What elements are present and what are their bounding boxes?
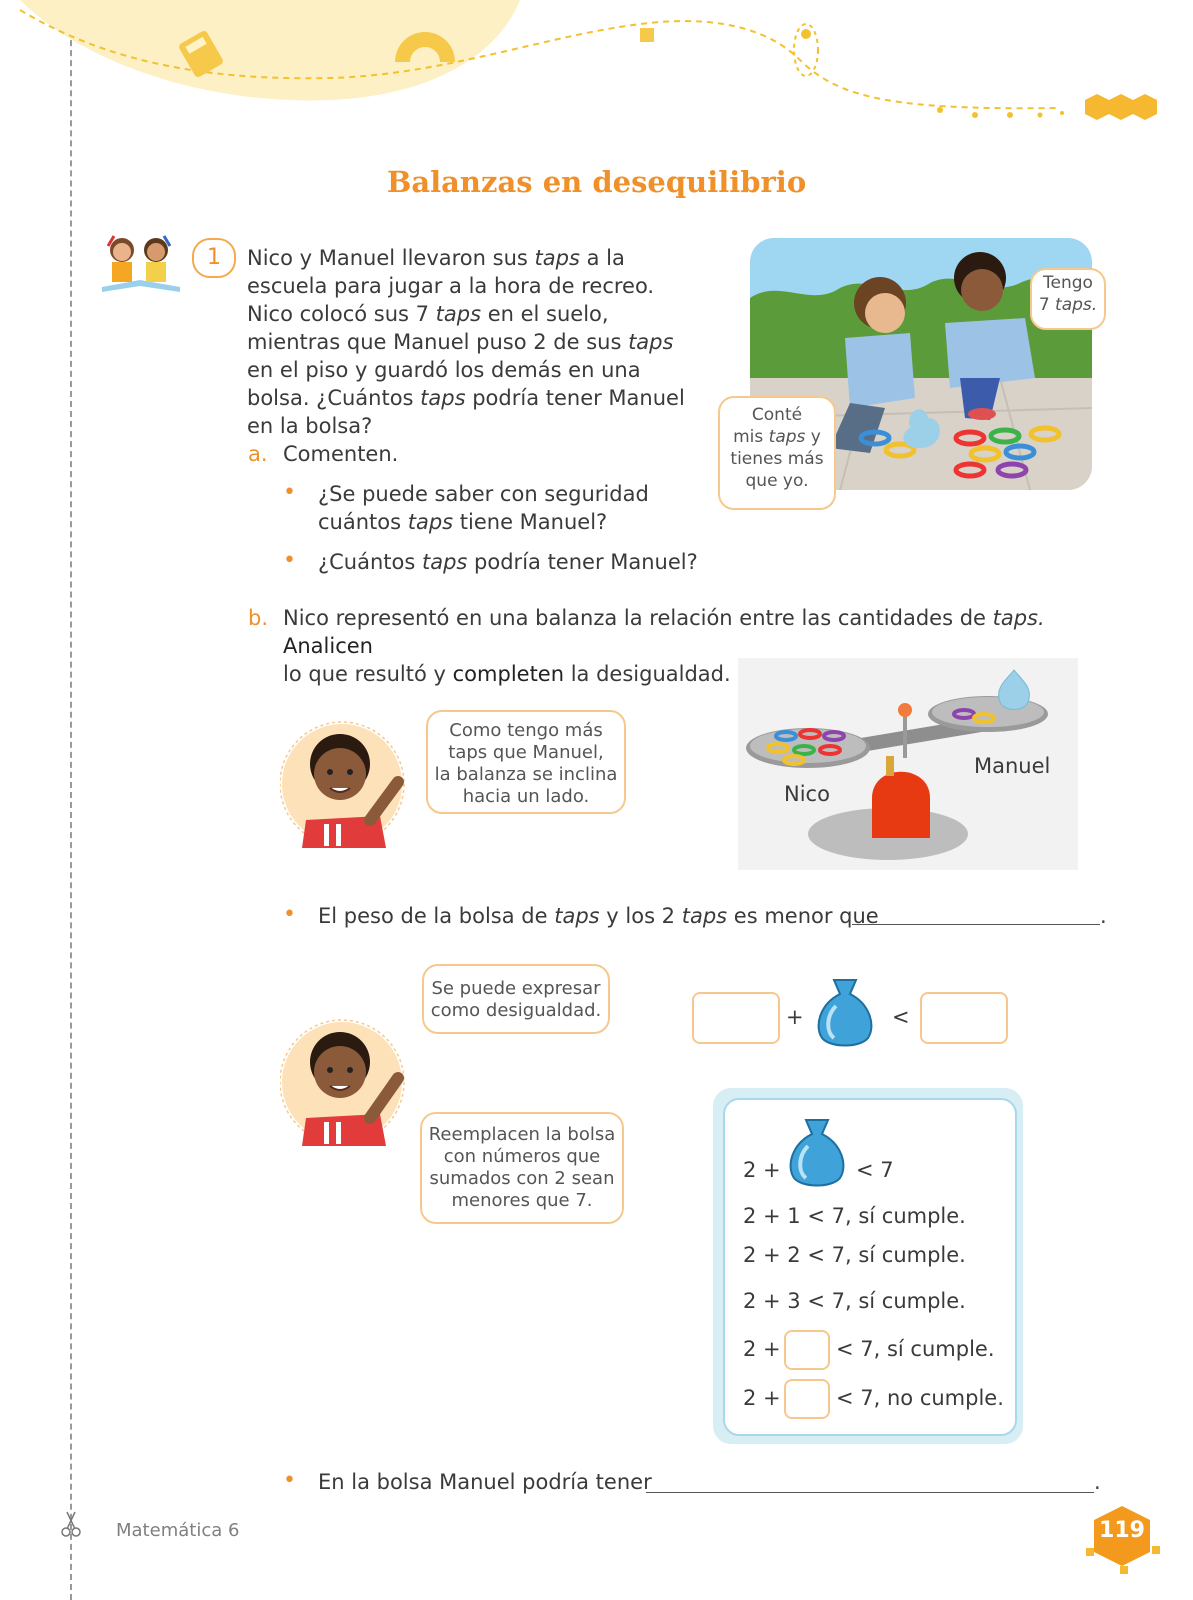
cut-line (70, 0, 72, 1600)
scale-label-manuel: Manuel (974, 754, 1051, 778)
boy-pointing-illustration-2 (280, 1018, 420, 1148)
group-work-icon (100, 232, 182, 294)
bullet-icon: • (283, 480, 296, 505)
statement-weight: El peso de la bolsa de taps y los 2 taps es menor que (318, 904, 879, 928)
cube-icon (640, 28, 654, 42)
equation-row-2: 2 + 2 < 7, sí cumple. (743, 1243, 966, 1267)
equation-row-5-suffix: < 7, no cumple. (836, 1386, 1004, 1410)
page-title: Balanzas en desequilibrio (386, 165, 807, 199)
answer-blank-bag[interactable] (646, 1490, 1094, 1493)
boy-pointing-illustration (280, 720, 420, 850)
equation-row-4-prefix: 2 + (743, 1337, 781, 1361)
part-a-question-2: ¿Cuántos taps podría tener Manuel? (318, 550, 698, 574)
equation-row-3: 2 + 3 < 7, sí cumple. (743, 1289, 966, 1313)
cubes-icon (1085, 94, 1157, 120)
bullet-icon: • (283, 1468, 296, 1493)
part-b-letter: b. (248, 606, 269, 630)
header-decoration (0, 0, 1193, 130)
speech-bubble-conte: Conté mis taps y tienes más que yo. (718, 396, 836, 510)
statement-bag: En la bolsa Manuel podría tener (318, 1470, 652, 1494)
period: . (1100, 904, 1107, 928)
scale-label-nico: Nico (784, 782, 830, 806)
less-than-sign: < (892, 1005, 910, 1029)
speech-bubble-inequality: Se puede expresar como desigualdad. (422, 964, 610, 1034)
activity-number: 1 (192, 238, 236, 278)
inequality-box-right[interactable] (920, 992, 1008, 1044)
answer-box-row-4[interactable] (784, 1330, 830, 1370)
speech-bubble-replace: Reemplacen la bolsa con números que sumados con 2 sean menores que 7. (420, 1112, 624, 1224)
part-a-heading: Comenten. (283, 442, 399, 466)
answer-box-row-5[interactable] (784, 1379, 830, 1419)
scissors-icon (60, 1510, 82, 1540)
intro-paragraph: Nico y Manuel llevaron sus taps a la escuela para jugar a la hora de recreo. Nico colocó sus 7 taps en el suelo, mientras que Manuel puso 2 de sus taps en el piso y guardó los demás en una bolsa. ¿Cuántos taps podría tener Manuel en la bolsa? (247, 246, 685, 438)
footer-book-title: Matemática 6 (116, 1520, 240, 1541)
answer-blank-weight[interactable] (852, 922, 1100, 925)
equation-row-5-prefix: 2 + (743, 1386, 781, 1410)
part-a-question-1: ¿Se puede saber con seguridad cuántos taps tiene Manuel? (318, 482, 649, 534)
speech-bubble-balance-explanation: Como tengo más taps que Manuel, la balanza se inclina hacia un lado. (426, 710, 626, 814)
plus-sign: + (786, 1005, 804, 1029)
bag-icon (812, 976, 878, 1048)
equation-first-suffix: < 7 (856, 1158, 894, 1182)
page-number: 119 (1099, 1518, 1145, 1543)
period: . (1094, 1470, 1101, 1494)
inequality-box-left[interactable] (692, 992, 780, 1044)
bullet-icon: • (283, 548, 296, 573)
speech-bubble-tengo: Tengo 7 taps. (1030, 268, 1106, 330)
equation-row-1: 2 + 1 < 7, sí cumple. (743, 1204, 966, 1228)
part-b-instructions: Nico representó en una balanza la relación entre las cantidades de taps. Analicen lo que resultó y completen la desigualdad. (283, 606, 1045, 686)
part-a-letter: a. (248, 442, 268, 466)
equation-first-prefix: 2 + (743, 1158, 781, 1182)
equation-row-4-suffix: < 7, sí cumple. (836, 1337, 995, 1361)
bullet-icon: • (283, 902, 296, 927)
bag-icon (786, 1116, 848, 1188)
